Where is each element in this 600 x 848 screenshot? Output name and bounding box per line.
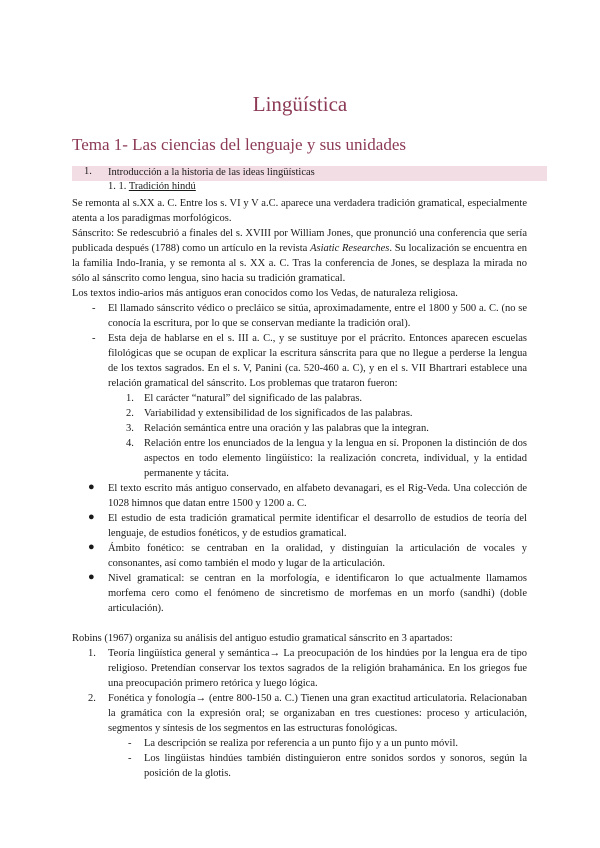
- list-item: ● Nivel gramatical: se centran en la morfología, e identificaron lo que actualmente llamamos morfema cero como el fenómeno de sincretismo de morfemas en un morfo (sandhi) (doble articulación).: [88, 571, 527, 614]
- paragraph: Los textos indio-arios más antiguos eran conocidos como los Vedas, de naturaleza religiosa.: [72, 288, 458, 299]
- subsection-heading: [108, 181, 196, 192]
- list-item: ● El estudio de esta tradición gramatical permite identificar el desarrollo de estudios de teoría del lenguaje, de estudios fonéticos, y de estudios gramatical.: [88, 511, 527, 539]
- section-number: 1.: [84, 166, 92, 177]
- bullet-icon: ●: [88, 511, 95, 523]
- journal-title: Asiatic Researches: [310, 243, 390, 254]
- list-item: 2. Variabilidad y extensibilidad de los significados de las palabras.: [126, 408, 413, 419]
- list-item: ● Ámbito fonético: se centraban en la oralidad, y distinguían la articulación de vocales y consonantes, así como también el modo y lugar de la articulación.: [88, 541, 527, 569]
- subsection-number: 1. 1.: [108, 181, 127, 192]
- list-item: - El llamado sánscrito védico o precláico se sitúa, aproximadamente, entre el 1800 y 500 a. C. (no se conocía la escritura, por lo que se conservan mediante la tradición oral).: [92, 303, 527, 329]
- subsection-title: Tradición hindú: [128, 181, 196, 192]
- document-title: Lingüística: [252, 92, 348, 116]
- section-title: Introducción a la historia de las ideas lingüísticas: [108, 167, 315, 178]
- list-item: - Esta deja de hablarse en el s. III a. C., y se sustituye por el prácrito. Entonces aparecen escuelas filológicas que se ocupan de explicar la escritura sánscrita para que no llegue a perderse la lengua de los textos sagrados. En el s. V, Panini (ca. 520-460 a. C), y en el s. VII Bhartrari establece una relación gramatical del sánscrito. Los problemas que trataron fueron:: [92, 333, 527, 389]
- list-item: 1. El carácter “natural” del significado de las palabras.: [126, 393, 363, 404]
- paragraph: Robins (1967) organiza su análisis del antiguo estudio gramatical sánscrito en 3 apartados:: [72, 633, 453, 644]
- list-item: - Los lingüistas hindúes también distinguieron entre sonidos sordos y sonoros, según la posición de la glotis.: [128, 753, 527, 779]
- bullet-icon: ●: [88, 571, 95, 583]
- paragraph: Se remonta al s.XX a. C. Entre los s. VI y V a.C. aparece una verdadera tradición gramatical, especialmente atenta a los paradigmas morfológicos.: [72, 198, 527, 224]
- list-item: - La descripción se realiza por referencia a un punto fijo y a un punto móvil.: [128, 738, 459, 749]
- list-item: 1. Teoría lingüística general y semántica→ La preocupación de los hindúes por la lengua era de tipo religioso. Pretendían conservar los textos sagrados de la religión brahamánica. En los griegos fue una preocupación primero retórica y luego lógica.: [88, 648, 527, 689]
- list-item: 3. Relación semántica entre una oración y las palabras que la integran.: [126, 423, 429, 434]
- chapter-heading: Tema 1- Las ciencias del lenguaje y sus unidades: [72, 135, 406, 154]
- list-item: 2. Fonética y fonología→ (entre 800-150 a. C.) Tienen una gran exactitud articulatoria. Relacionaban la gramática con la expresión oral; se organizaban en tres cuestiones: proceso y articulación, segmentos y síntesis de los segmentos en las estructuras fonológicas.: [88, 693, 527, 734]
- bullet-icon: ●: [88, 541, 95, 553]
- list-item: ● El texto escrito más antiguo conservado, en alfabeto devanagari, es el Rig-Veda. Una colección de 1028 himnos que datan entre 1500 y 1200 a. C.: [88, 481, 527, 509]
- section-heading: [72, 166, 547, 181]
- list-item: 4. Relación entre los enunciados de la lengua y la lengua en sí. Proponen la distinción de dos aspectos en todo elemento lingüístico: la realización concreta, individual, y la entidad permanente y tácita.: [126, 438, 527, 479]
- bullet-icon: ●: [88, 481, 95, 493]
- paragraph: Sánscrito: Se redescubrió a finales del s. XVIII por William Jones, que pronunció una conferencia que sería publicada después (1788) como un artículo en la revista Asiatic Researches. Su localización se encuentra en la familia Indo-Irania, y se remonta al s. XX a. C. Tras la conferencia de Jones, se desplaza la mirada no sólo al sánscrito como lengua, sino hacia su tradición gramatical.: [72, 228, 527, 284]
- document-body: [72, 196, 527, 781]
